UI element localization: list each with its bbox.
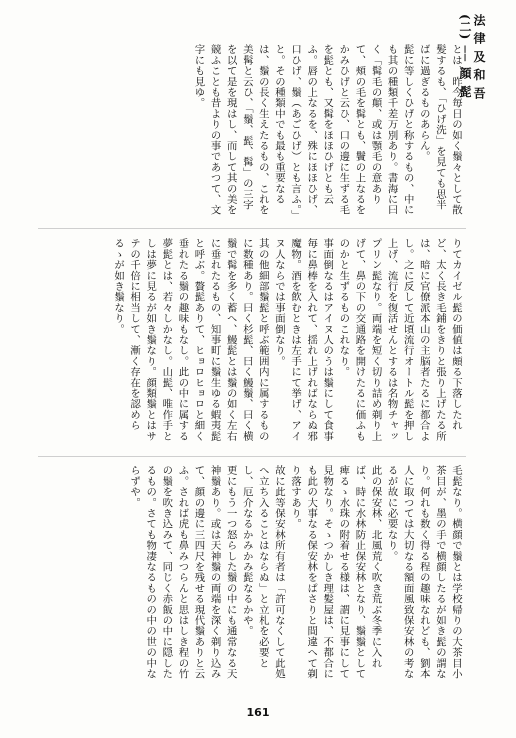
text-section-top [50,44,464,218]
paragraph: 更にもう一つ怒らした鬚の中にも通常なる天神鬚あり。或は天神鬚の両端を深く剃り込みて、顔の邊に三四尺を残せる現代鬚ありと云ふ。されば虎も鼻みつらんと思はしき程の竹の鬚を吹き込みて、同じく赤飯の中に隠したるもの。さても物凄なるものの中の世の中ならずや。 [128,465,237,679]
text-section-bottom [50,465,464,683]
paragraph: りてカイゼル髭の価値は頗る下落したれど、太く長き毛鋪をきりと張り上げたる所は、暗に官僚派本山の主脳者たるに都合よし。之に反して近頃流行オートル髭を押し上げ、流行を復活せんとするは名物チャップリン髭なり。両端を短く切り詰め剃り上げて、鼻の下の交通路を開けたるに価ふものかと生ずるものこれなり。 [337,238,462,442]
paragraph: 事面倒なるはアイヌ人のうは鬚にして食事毎に鼻棒を入れて、揺れ上げればならぬ邪魔物。酒を飲むときは左手にて挙げ、アイヌ人ならでは事面倒なり。 [272,238,334,442]
page-number: 161 [246,706,270,719]
paragraph: 其の他細部鬚髭と呼ぶ範囲内に属するものに数種あり。曰く杉髭、曰く鰻鬚、曰く横鬚で髯を多く蓄へ、鰻髭とは鬚の如く左右に垂れたるもの、知事町に鬚生ゆる蝦夷髭と呼ぶ。贅髭ありて、ヒョロヒョロと細く垂れたる鬚の趣味もなし。此の中に属する夢髭とは、若々しかなし。山髭、唯作手としは夢に見るが如き鬚なり。顔類鬚とはサテの千倍に相当して、漸く存在を認めらるゝが如き鬚なり。 [112,238,269,442]
section-divider [38,456,466,457]
paragraph: 故に此等保安林所有者は「許可なくして此処へ立ち入ることはならぬ」と立札を必要とし、厄介なるかみかみ髭なるかや。 [240,465,285,679]
paragraph: 毛髭なり。横顔で鬚とは学校帰りの大茶目小茶目が、墨の手で横顔したるが如き髭の謂なり。何れも数く得る程の趣味なれども、劉本人に取つては大切なる額面風致保安林の考なるが故に必要なり。 [385,465,462,679]
paragraph: とは、昨今毎日の如く鬚々として散髪するも、「ひげ洗」を見ても思半ばに過ぎるものあらん。 [417,44,462,216]
paragraph: 此の保安林、北風荒く吹き荒ぶ冬季に入れば、時に水林防止保安林となり、鬚鬚として痺るゝ水珠の附着せる様は、謂に見事にして見物なり。そゝつかしき理髪屋は、不都合にも此の大事なる保安林をぱさりと間違へて剃り落すあり。 [289,465,382,679]
text-section-middle [50,238,464,447]
paragraph: 髭に等しくひげと称するもの、中にも其の種類千差万別あり。書海に曰く「髯毛の顛、或は顎毛の意ありて、頰の毛を髯とも、鬢の上なるをかみひげと云ひ、口の邊に生ずる毛を髭とも、又髯をほほひげとも云ふ。唇の上なるを、殊にほほひげ、口ひげ、鬚（あごひげ）とも言ふ。」と。その種類中でも最も重要なるは、鬚の長く生えたるもの、これを美髯と云ひ、「鬚、髭、髯」の三字を以て是を現はし、而して其の美を競ふことも昔よりの事であつて、文字にも見ゆ。 [192,44,414,216]
running-header: 法 律 及 和 吾 (二) ── 顔 髭 [458,14,486,100]
section-divider [38,228,466,229]
